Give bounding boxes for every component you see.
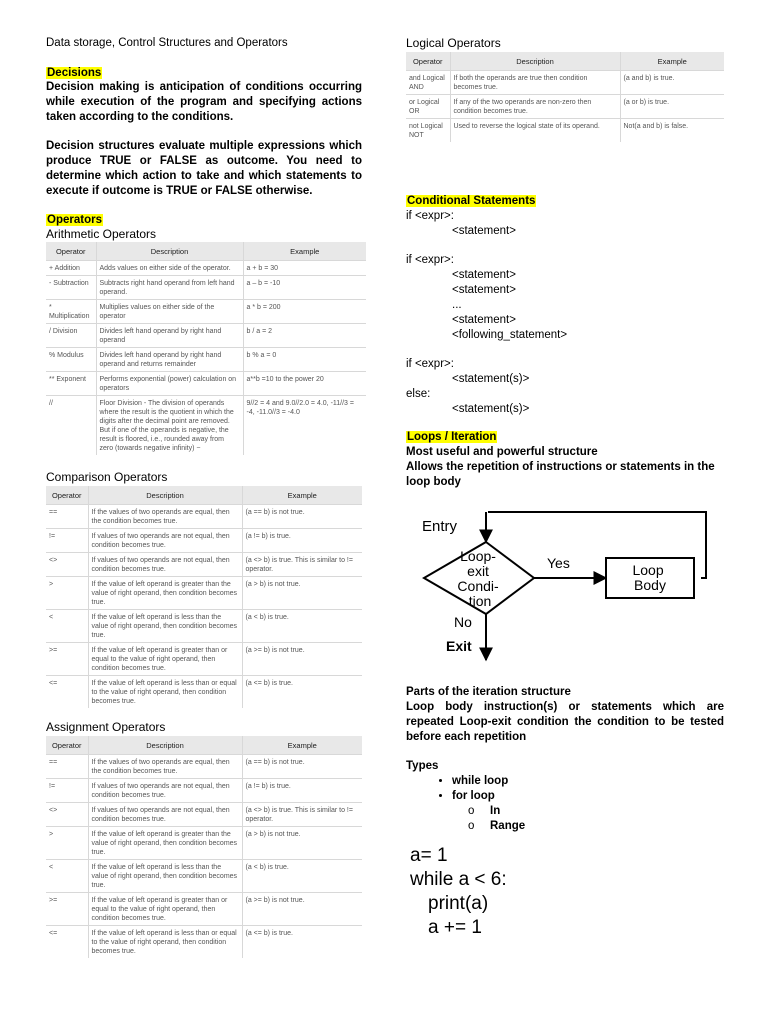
for-sub-list [452, 804, 525, 834]
table-cell: Performs exponential (power) calculation on operators [96, 372, 243, 396]
table-cell: a**b =10 to the power 20 [243, 372, 366, 396]
table-cell: >= [46, 643, 88, 676]
list-item: • while loop [452, 774, 525, 789]
code-line: a= 1 [410, 845, 448, 866]
table-header: Example [242, 736, 362, 755]
table-cell: (a <> b) is true. This is similar to != operator. [242, 553, 362, 577]
table-cell: a + b = 30 [243, 261, 366, 276]
table-cell: If the value of left operand is greater than the value of right operand, then condition becomes true. [88, 827, 242, 860]
table-cell: <= [46, 926, 88, 959]
loops-heading: Loops / Iteration [407, 431, 497, 443]
types-list [406, 774, 525, 834]
list-item: o Range [468, 819, 525, 834]
table-header: Description [96, 242, 243, 261]
table-row [46, 529, 362, 553]
conditional-block-3 [406, 357, 529, 417]
table-cell: Floor Division - The division of operands where the result is the quotient in which the digits after the decimal point are removed. But if one of the operands is negative, the result is floored, i.e., rounded away from zero (towards negative infinity) − [96, 396, 243, 456]
table-cell: If both the operands are true then condition becomes true. [450, 71, 620, 95]
arithmetic-title: Arithmetic Operators [46, 227, 157, 241]
table-cell: If the value of left operand is less than or equal to the value of right operand, then condition becomes true. [88, 926, 242, 959]
table-cell: (a > b) is not true. [242, 827, 362, 860]
table-header: Description [88, 486, 242, 505]
table-header: Operator [46, 486, 88, 505]
table-cell: < [46, 860, 88, 893]
table-cell: If the value of left operand is greater than or equal to the value of right operand, then condition becomes true. [88, 893, 242, 926]
table-cell: (a < b) is true. [242, 610, 362, 643]
table-cell: Subtracts right hand operand from left hand operand. [96, 276, 243, 300]
conditional-block-2 [406, 253, 567, 343]
exit-label: Exit [446, 638, 472, 654]
table-cell: b / a = 2 [243, 324, 366, 348]
table-row [46, 505, 362, 529]
loops-line-2: Allows the repetition of instructions or statements in the loop body [406, 461, 715, 488]
table-row [46, 643, 362, 676]
table-cell: (a == b) is not true. [242, 755, 362, 779]
table-row [406, 71, 724, 95]
logical-table [406, 52, 724, 142]
table-cell: != [46, 779, 88, 803]
table-cell: 9//2 = 4 and 9.0//2.0 = 4.0, -11//3 = -4, -11.0//3 = -4.0 [243, 396, 366, 456]
table-row [46, 893, 362, 926]
table-cell: / Division [46, 324, 96, 348]
table-row [46, 553, 362, 577]
table-cell: If values of two operands are not equal, then condition becomes true. [88, 529, 242, 553]
code-line: a += 1 [428, 917, 482, 938]
parts-text: Loop body instruction(s) or statements which are repeated Loop-exit condition the condition to be tested before each repetition [406, 701, 724, 743]
table-cell: not Logical NOT [406, 119, 450, 143]
list-item: o In [468, 804, 525, 819]
table-cell: <> [46, 553, 88, 577]
table-row [46, 779, 362, 803]
table-row [46, 827, 362, 860]
table-row [46, 372, 366, 396]
condition-label: Loop- exit Condi- tion [457, 548, 499, 609]
operators-heading: Operators [47, 214, 102, 226]
list-item: • for loop o In o Range [452, 789, 525, 834]
table-header: Operator [46, 242, 96, 261]
entry-label: Entry [422, 518, 458, 535]
conditional-heading: Conditional Statements [407, 195, 536, 207]
decisions-paragraph-2: Decision structures evaluate multiple expressions which produce TRUE or FALSE as outcome. You need to determine which action to take and which statements to execute if outcome is TRUE or FALSE otherwise. [46, 140, 362, 197]
decisions-heading: Decisions [47, 67, 102, 79]
table-row [46, 803, 362, 827]
table-row [46, 348, 366, 372]
table-cell: If the value of left operand is less than or equal to the value of right operand, then condition becomes true. [88, 676, 242, 709]
logical-title: Logical Operators [406, 36, 501, 50]
table-row [46, 926, 362, 959]
code-line: if <expr>: [406, 210, 454, 222]
table-cell: + Addition [46, 261, 96, 276]
table-row [46, 276, 366, 300]
table-cell: (a >= b) is not true. [242, 893, 362, 926]
loop-flowchart [416, 498, 716, 668]
table-cell: If any of the two operands are non-zero then condition becomes true. [450, 95, 620, 119]
page-title: Data storage, Control Structures and Operators [46, 37, 288, 49]
table-cell: or Logical OR [406, 95, 450, 119]
table-cell: If values of two operands are not equal, then condition becomes true. [88, 803, 242, 827]
table-cell: (a <= b) is true. [242, 676, 362, 709]
code-line: <statement> [452, 225, 516, 237]
table-cell: < [46, 610, 88, 643]
table-cell: <= [46, 676, 88, 709]
table-row [46, 676, 362, 709]
table-cell: Used to reverse the logical state of its operand. [450, 119, 620, 143]
table-row [406, 95, 724, 119]
table-cell: a * b = 200 [243, 300, 366, 324]
table-cell: // [46, 396, 96, 456]
table-row [46, 300, 366, 324]
assignment-table [46, 736, 362, 958]
table-cell: (a != b) is true. [242, 779, 362, 803]
code-line: while a < 6: [410, 869, 507, 890]
no-label: No [454, 614, 472, 630]
code-line: <statement(s)> [452, 373, 530, 385]
decisions-paragraph-1: Decision making is anticipation of conditions occurring while execution of the program and specifying actions taken according to the conditions. [46, 81, 362, 123]
table-cell: - Subtraction [46, 276, 96, 300]
table-header: Description [450, 52, 620, 71]
code-line: else: [406, 388, 431, 400]
code-example [410, 844, 507, 940]
code-line: if <expr>: [406, 254, 454, 266]
table-header: Example [620, 52, 724, 71]
table-cell: b % a = 0 [243, 348, 366, 372]
table-cell: Divides left hand operand by right hand operand and returns remainder [96, 348, 243, 372]
table-row [46, 324, 366, 348]
table-cell: (a <= b) is true. [242, 926, 362, 959]
table-cell: and Logical AND [406, 71, 450, 95]
table-cell: If the value of left operand is greater than the value of right operand, then condition becomes true. [88, 577, 242, 610]
table-row [46, 577, 362, 610]
table-cell: != [46, 529, 88, 553]
table-cell: If the values of two operands are equal, then the condition becomes true. [88, 505, 242, 529]
table-cell: Divides left hand operand by right hand operand [96, 324, 243, 348]
table-header: Operator [46, 736, 88, 755]
table-cell: a – b = -10 [243, 276, 366, 300]
code-line: print(a) [428, 893, 489, 914]
types-title: Types [406, 760, 439, 772]
loop-body-label: Loop Body [632, 562, 666, 593]
table-cell: (a == b) is not true. [242, 505, 362, 529]
table-cell: (a >= b) is not true. [242, 643, 362, 676]
table-cell: <> [46, 803, 88, 827]
table-row [46, 261, 366, 276]
table-cell: (a or b) is true. [620, 95, 724, 119]
table-cell: * Multiplication [46, 300, 96, 324]
table-cell: (a != b) is true. [242, 529, 362, 553]
code-line: <statement(s)> [452, 403, 530, 415]
table-cell: Multiplies values on either side of the operator [96, 300, 243, 324]
table-cell: == [46, 755, 88, 779]
table-cell: If the value of left operand is greater than or equal to the value of right operand, then condition becomes true. [88, 643, 242, 676]
assignment-title: Assignment Operators [46, 720, 166, 734]
table-cell: If the value of left operand is less than the value of right operand, then condition becomes true. [88, 860, 242, 893]
table-row [46, 610, 362, 643]
table-row [46, 860, 362, 893]
code-line: ... [452, 299, 462, 311]
code-line: <statement> [452, 314, 516, 326]
code-line: if <expr>: [406, 358, 454, 370]
table-cell: Not(a and b) is false. [620, 119, 724, 143]
yes-label: Yes [547, 555, 570, 571]
table-header: Description [88, 736, 242, 755]
table-row [406, 119, 724, 143]
table-cell: Adds values on either side of the operator. [96, 261, 243, 276]
table-header: Example [242, 486, 362, 505]
table-cell: If values of two operands are not equal, then condition becomes true. [88, 553, 242, 577]
table-cell: If the values of two operands are equal, then the condition becomes true. [88, 755, 242, 779]
table-cell: >= [46, 893, 88, 926]
table-cell: > [46, 827, 88, 860]
table-cell: ** Exponent [46, 372, 96, 396]
table-header: Example [243, 242, 366, 261]
table-cell: (a and b) is true. [620, 71, 724, 95]
table-cell: > [46, 577, 88, 610]
table-cell: If values of two operands are not equal, then condition becomes true. [88, 779, 242, 803]
table-cell: == [46, 505, 88, 529]
comparison-table [46, 486, 362, 708]
table-row [46, 396, 366, 456]
parts-title: Parts of the iteration structure [406, 686, 571, 698]
table-cell: (a < b) is true. [242, 860, 362, 893]
arithmetic-table [46, 242, 366, 455]
table-header: Operator [406, 52, 450, 71]
table-cell: (a <> b) is true. This is similar to != operator. [242, 803, 362, 827]
loops-line-1: Most useful and powerful structure [406, 446, 598, 458]
code-line: <statement> [452, 284, 516, 296]
comparison-title: Comparison Operators [46, 470, 168, 484]
code-line: <statement> [452, 269, 516, 281]
table-cell: (a > b) is not true. [242, 577, 362, 610]
table-cell: % Modulus [46, 348, 96, 372]
table-cell: If the value of left operand is less than the value of right operand, then condition becomes true. [88, 610, 242, 643]
code-line: <following_statement> [452, 329, 568, 341]
table-row [46, 755, 362, 779]
conditional-block-1 [406, 209, 516, 239]
